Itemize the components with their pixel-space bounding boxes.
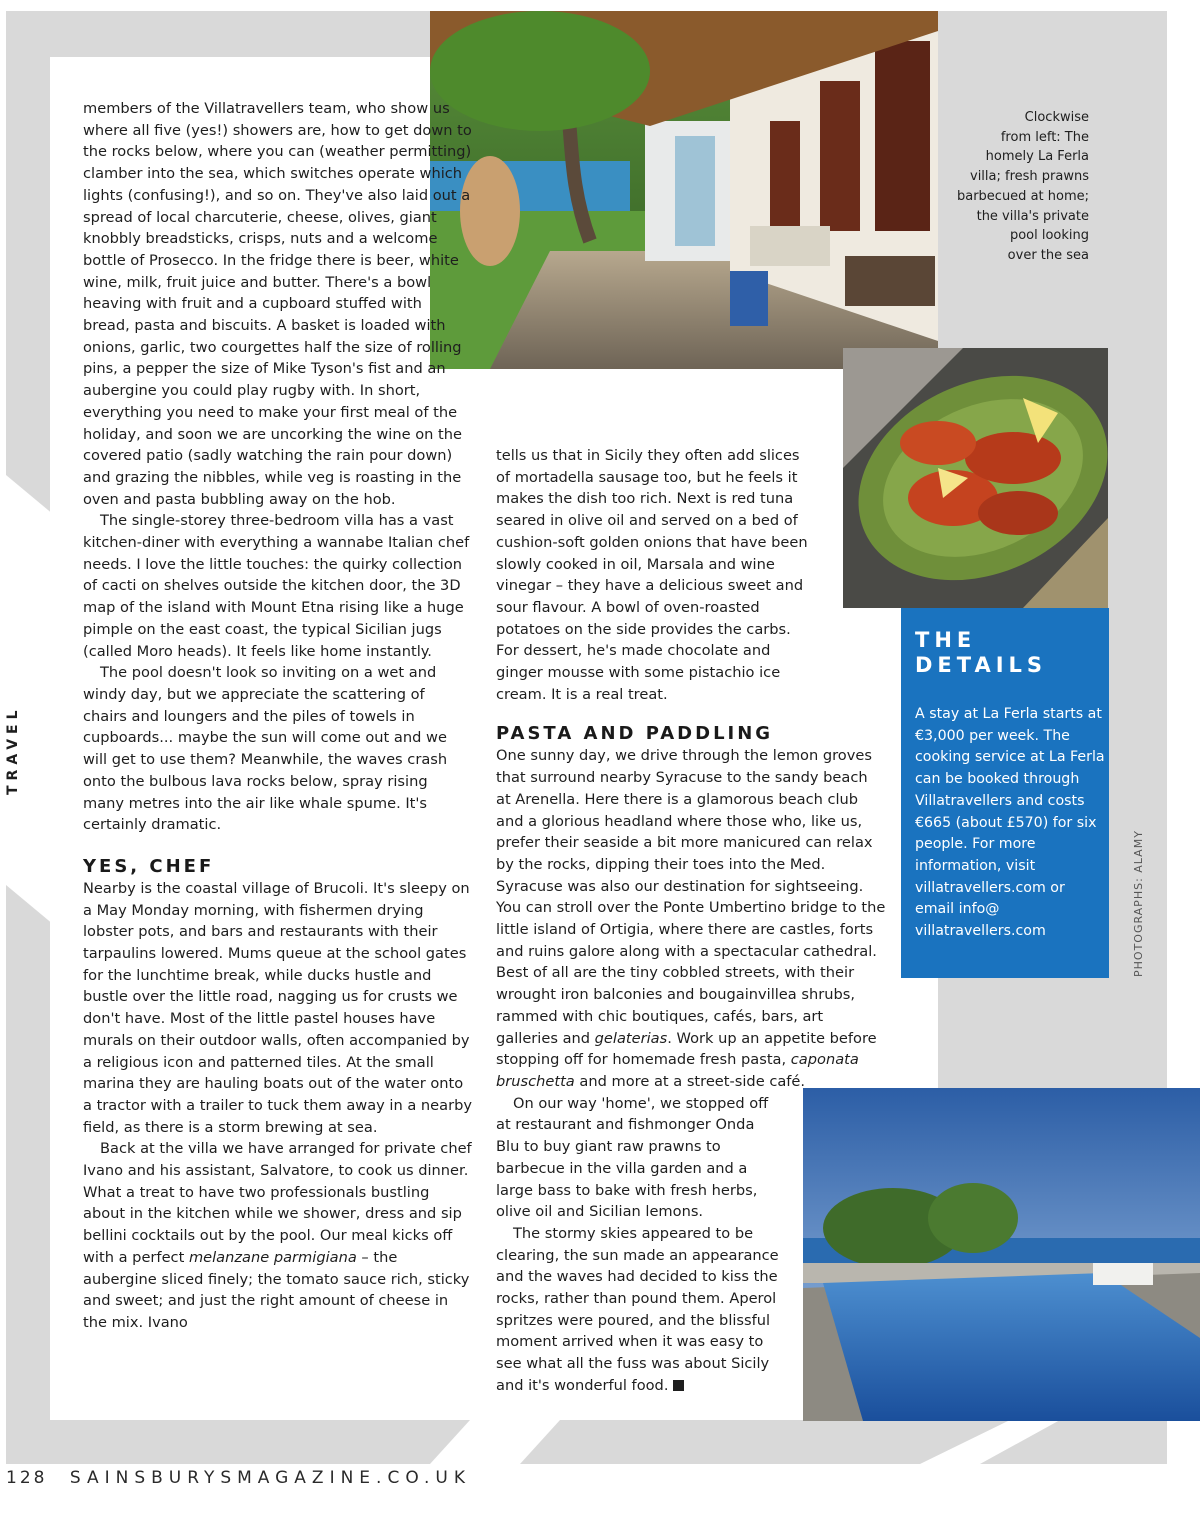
caption-line: over the sea xyxy=(1007,247,1089,263)
villa-patio-photo xyxy=(430,11,938,369)
caption-line: pool looking xyxy=(1009,228,1089,244)
caption-line: barbecued at home; xyxy=(956,188,1089,204)
article-column-left xyxy=(83,98,473,1334)
caption-line: homely La Ferla xyxy=(985,149,1089,165)
caption-line: the villa's private xyxy=(976,208,1089,224)
article-paragraph xyxy=(83,1138,473,1333)
caption-line: Clockwise xyxy=(1024,110,1089,125)
caption-line: villa; fresh prawns xyxy=(970,169,1089,185)
italic-dish-name: caponata bruschetta xyxy=(496,1051,859,1090)
details-heading-line: THE xyxy=(915,628,977,652)
article-paragraph xyxy=(496,745,886,1092)
page-number: 128 xyxy=(6,1468,48,1488)
section-heading-pasta-paddling: PASTA AND PADDLING xyxy=(496,723,774,745)
text-run: One sunny day, we drive through the lemon groves that surround nearby Syracuse to the sandy beach at Arenella. Here there is a glamorous beach club and a glorious headland where those who, like us, prefer their seaside a bit more manicured can relax by the rocks, dipping their toes into the Med. Syracuse was also our destination for sightseeing. You can stroll over the Ponte Umbertino bridge to the little island of Ortigia, where there are castles, forts and ruins galore along with a spectacular cathedral. Best of all are the tiny cobbled streets, with their wrought iron balconies and bougainvillea shrubs, rammed with chic boutiques, cafés, bars, art galleries and xyxy=(496,747,886,1047)
italic-dish-name: melanzane parmigiana xyxy=(188,1248,357,1266)
details-heading-line: DETAILS xyxy=(915,653,1048,677)
text-run: Back at the villa we have arranged for private chef Ivano and his assistant, Salvatore, to cook us dinner. What a treat to have two professionals bustling about in the kitchen while we shower, dress and sip bellini cocktails out by the pool. Our meal kicks off with a perfect xyxy=(83,1140,472,1266)
article-paragraph: Nearby is the coastal village of Brucoli. It's sleepy on a May Monday morning, with fishermen drying lobster pots, and bars and restaurants with their tarpaulins lowered. Mums queue at the school gates for the lunchtime break, while ducks hustle and bustle over the little road, nagging us for crusts we don't have. Most of the little pastel houses have murals on their outdoor walls, often accompanied by a religious icon and patterned tiles. At the small marina they are hauling boats out of the water onto a tractor with a trailer to tuck them away in a nearby field, as there is a storm brewing at sea. xyxy=(83,879,473,1136)
details-heading xyxy=(915,628,1105,678)
photo-caption xyxy=(948,108,1089,266)
caption-line: from left: The xyxy=(1000,129,1089,145)
page-footer xyxy=(6,1468,471,1488)
text-run: and more at a street-side café. xyxy=(574,1072,806,1090)
text-upper: members of the Villatravellers team, who show us where all five (yes!) showers are, how to get down to the rocks below, where you can (weather permitting) clamber into the sea, which switches operate which lights (confusing!), and so on. They've also laid out a spread of local charcuterie, cheese, olives, giant knobbly breadsticks, crisps, nuts and a welcome bottle of Prosecco. In the fridge there is beer, white wine, milk, fruit juice and butter. There's a bowl heaving with fruit and a cupboard stuffed with bread, pasta and biscuits. A basket is loaded with onions, garlic, two courgettes half the size of rolling pins, a pepper the size of Mike Tyson's fist and an aubergine you could play rugby with. In short, everything you need to make your first meal of the holiday, and soon we are uncorking the wine on the covered patio (sadly watching the rain pour down) and grazing the nibbles, while veg is roasting in the oven and pasta bubbling away on the hob. xyxy=(83,100,472,508)
article-paragraph: tells us that in Sicily they often add slices of mortadella sausage too, but he feels it makes the dish too rich. Next is red tuna seared in olive oil and served on a bed of cushion-soft golden onions that have been slowly cooked in oil, Marsala and wine vinegar – they have a delicious sweet and sour flavour. A bowl of oven-roasted potatoes on the side provides the carbs. For dessert, he's made chocolate and ginger mousse with some pistachio ice cream. It is a real treat. xyxy=(496,447,808,703)
details-body: A stay at La Ferla starts at €3,000 per week. The cooking service at La Ferla can be booked through Villatravellers and costs €665 (about £570) for six people. For more information, visit villatravellers.com or email info@ villatravellers.com xyxy=(915,706,1105,940)
details-box xyxy=(901,608,1109,978)
article-paragraph: On our way 'home', we stopped off at restaurant and fishmonger Onda Blu to buy giant raw prawns to barbecue in the villa garden and a large bass to bake with fresh herbs, olive oil and Sicilian lemons. xyxy=(496,1094,769,1221)
text-run: – the aubergine sliced finely; the tomato sauce rich, sticky and sweet; and just the right amount of cheese in the mix. Ivano xyxy=(83,1248,470,1331)
section-heading-yes-chef: YES, CHEF xyxy=(83,855,215,877)
site-url: SAINSBURYSMAGAZINE.CO.UK xyxy=(69,1468,472,1488)
end-mark xyxy=(673,1380,684,1391)
section-label: TRAVEL xyxy=(5,705,21,795)
text-run: The stormy skies appeared to be clearing, the sun made an appearance and the waves had decided to kiss the rocks, rather than pound them. Aperol spritzes were poured, and the blissful moment arrived when it was easy to see what all the fuss was about Sicily and it's wonderful food. xyxy=(496,1224,779,1394)
text-run: . Work up an appetite before stopping off for homemade fresh pasta, xyxy=(496,1029,877,1069)
article-paragraph xyxy=(83,98,473,510)
article-column-right xyxy=(496,445,886,1397)
article-paragraph: The single-storey three-bedroom villa has a vast kitchen-diner with everything a wannabe Italian chef needs. I love the little touches: the quirky collection of cacti on shelves outside the kitchen door, the 3D map of the island with Mount Etna rising like a huge pimple on the east coast, the typical Sicilian jugs (called Moro heads). It feels like home instantly. xyxy=(83,512,470,660)
photo-credit: PHOTOGRAPHS: ALAMY xyxy=(1132,830,1145,977)
italic-word: gelaterias xyxy=(594,1029,668,1047)
article-paragraph xyxy=(496,1223,781,1397)
article-paragraph: The pool doesn't look so inviting on a wet and windy day, but we appreciate the scattering of chairs and loungers and the piles of towels in cupboards... maybe the sun will come out and we will get to use them? Meanwhile, the waves crash onto the bulbous lava rocks below, spray rising many metres into the air like whale spume. It's certainly dramatic. xyxy=(83,664,448,834)
